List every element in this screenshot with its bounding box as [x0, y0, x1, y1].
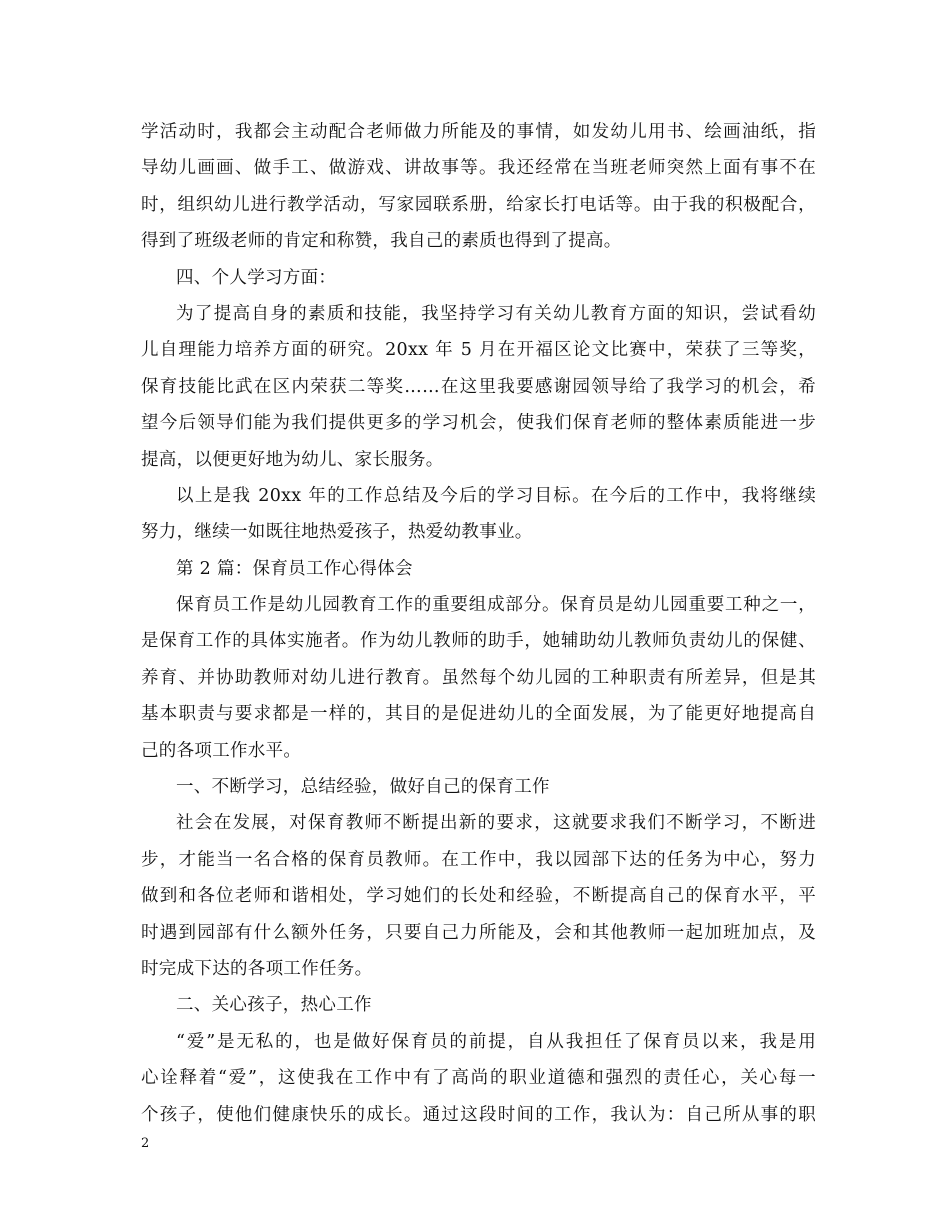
- paragraph-line: 时完成下达的各项工作任务。: [141, 958, 373, 979]
- paragraph-line: 儿自理能力培养方面的研究。20xx 年 5 月在开福区论文比赛中，荣获了三等奖，: [141, 340, 816, 361]
- paragraph-line: 社会在发展，对保育教师不断提出新的要求，这就要求我们不断学习，不断进: [176, 813, 816, 834]
- section-heading: 一、不断学习，总结经验，做好自己的保育工作: [176, 777, 550, 798]
- paragraph-line: 时，组织幼儿进行教学活动，写家园联系册，给家长打电话等。由于我的积极配合，: [141, 194, 816, 215]
- paragraph-line: 心诠释着“爱”，这使我在工作中有了高尚的职业道德和强烈的责任心，关心每一: [141, 1068, 816, 1089]
- paragraph-line: 基本职责与要求都是一样的，其目的是促进幼儿的全面发展，为了能更好地提高自: [141, 704, 816, 725]
- document-body: [141, 114, 816, 1133]
- paragraph-line: 学活动时，我都会主动配合老师做力所能及的事情，如发幼儿用书、绘画油纸，指: [141, 122, 816, 142]
- paragraph-line: 努力，继续一如既往地热爱孩子，热爱幼教事业。: [141, 522, 533, 543]
- paragraph-line: 提高，以便更好地为幼儿、家长服务。: [141, 449, 444, 470]
- paragraph-line: 以上是我 20xx 年的工作总结及今后的学习目标。在今后的工作中，我将继续: [176, 485, 816, 506]
- section-heading: 二、关心孩子，热心工作: [176, 995, 372, 1016]
- paragraph-line: 是保育工作的具体实施者。作为幼儿教师的助手，她辅助幼儿教师负责幼儿的保健、: [141, 631, 816, 652]
- paragraph-line: 己的各项工作水平。: [141, 740, 302, 761]
- paragraph-line: 时遇到园部有什么额外任务，只要自己力所能及，会和其他教师一起加班加点，及: [141, 922, 816, 943]
- article-title: 第 2 篇：保育员工作心得体会: [176, 558, 413, 579]
- paragraph-line: 为了提高自身的素质和技能，我坚持学习有关幼儿教育方面的知识，尝试看幼: [176, 303, 816, 324]
- paragraph-line: 养育、并协助教师对幼儿进行教育。虽然每个幼儿园的工种职责有所差异，但是其: [141, 667, 816, 688]
- paragraph-line: 导幼儿画画、做手工、做游戏、讲故事等。我还经常在当班老师突然上面有事不在: [141, 158, 816, 179]
- page-number: 2: [141, 1136, 150, 1151]
- paragraph-line: 保育技能比武在区内荣获二等奖……在这里我要感谢园领导给了我学习的机会，希: [141, 376, 816, 397]
- paragraph-line: 望今后领导们能为我们提供更多的学习机会，使我们保育老师的整体素质能进一步: [141, 413, 816, 434]
- paragraph-line: 个孩子，使他们健康快乐的成长。通过这段时间的工作，我认为：自己所从事的职: [141, 1104, 816, 1125]
- paragraph-line: 得到了班级老师的肯定和称赞，我自己的素质也得到了提高。: [141, 231, 622, 252]
- paragraph-line: 步，才能当一名合格的保育员教师。在工作中，我以园部下达的任务为中心，努力: [141, 849, 816, 870]
- paragraph-line: 做到和各位老师和谐相处，学习她们的长处和经验，不断提高自己的保育水平，平: [141, 886, 816, 907]
- section-heading: 四、个人学习方面：: [176, 267, 337, 288]
- paragraph-line: 保育员工作是幼儿园教育工作的重要组成部分。保育员是幼儿园重要工种之一，: [176, 595, 816, 616]
- paragraph-line: “爱”是无私的，也是做好保育员的前提，自从我担任了保育员以来，我是用: [176, 1031, 816, 1052]
